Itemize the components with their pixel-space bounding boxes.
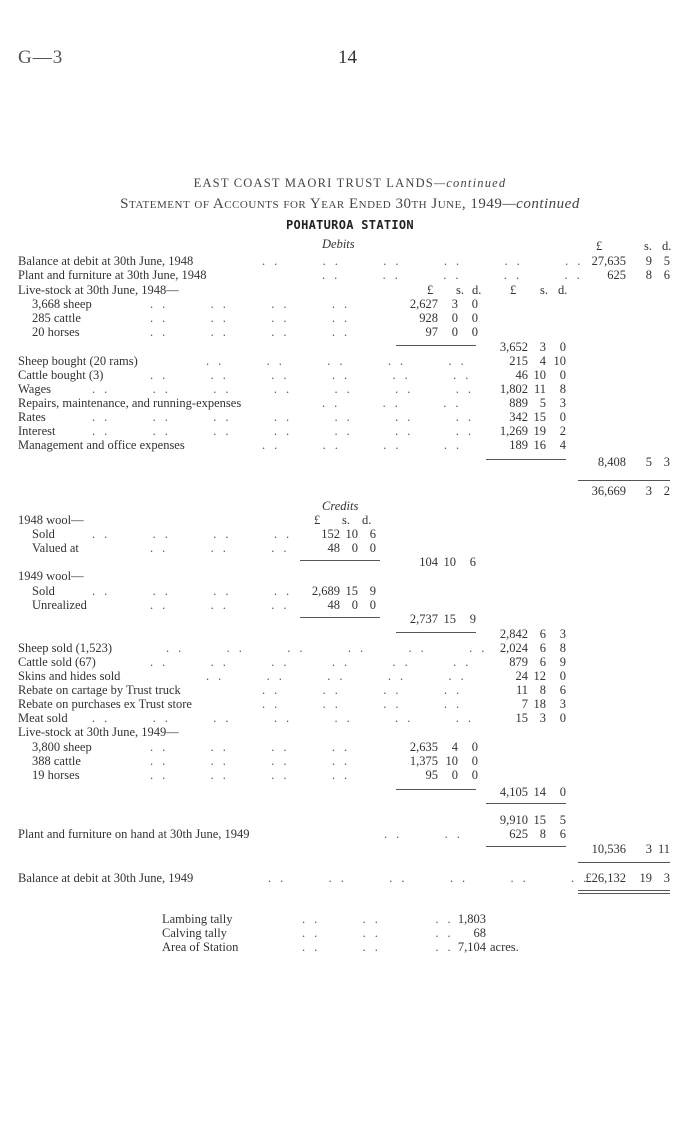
col-head-pound-outer: £ <box>596 239 603 253</box>
amount-pounds: 879 <box>509 655 528 669</box>
amount-shillings: 3 <box>539 340 546 354</box>
tally-value: 1,803 <box>457 912 486 926</box>
amount-shillings: 12 <box>533 669 546 683</box>
leader-dots: .. .. .. .. <box>150 325 357 339</box>
amount-pence: 0 <box>559 340 566 354</box>
debit-livestock-label: 20 horses <box>32 325 80 339</box>
double-rule-bottom <box>578 893 670 894</box>
subtotal-rule <box>300 617 380 618</box>
page-number: 14 <box>338 47 357 68</box>
leader-dots: .. .. .. .. <box>150 768 357 782</box>
amount-pounds: 7 <box>521 697 528 711</box>
leader-dots: .. .. .. .. .. <box>206 669 473 683</box>
col-head-s-outer: s. <box>644 239 652 253</box>
col-head-s-inner: s. <box>456 283 464 297</box>
col-head-s: s. <box>342 513 350 527</box>
leader-dots: .. .. .. .. .. .. .. <box>92 711 480 725</box>
leader-dots: .. .. .. .. <box>262 683 469 697</box>
debit-livestock-label: 285 cattle <box>32 311 81 325</box>
amount-shillings: 5 <box>645 455 652 469</box>
amount-pence: 0 <box>471 297 478 311</box>
amount-pence: 11 <box>657 842 670 856</box>
amount-shillings: 0 <box>451 325 458 339</box>
debit-item-label: Sheep bought (20 rams) <box>18 354 138 368</box>
credit-item-label: Rebate on purchases ex Trust store <box>18 697 192 711</box>
tally-label: Lambing tally <box>162 912 233 926</box>
credit-wool-label: Sold <box>32 584 55 598</box>
credit-item-label: Cattle sold (67) <box>18 655 96 669</box>
leader-dots: .. .. .. .. <box>150 740 357 754</box>
amount-shillings: 0 <box>451 768 458 782</box>
amount-pence: 0 <box>559 669 566 683</box>
amount-shillings: 10 <box>443 555 456 569</box>
amount-shillings: 0 <box>351 598 358 612</box>
title-line-2 <box>0 196 700 213</box>
credit-item-label: Sheep sold (1,523) <box>18 641 113 655</box>
amount-pence: 6 <box>469 555 476 569</box>
amount-pounds: 1,802 <box>499 382 528 396</box>
statement-title: Statement of Accounts for Year Ended 30th June, 1949 <box>120 196 503 212</box>
amount-pounds: 15 <box>515 711 528 725</box>
amount-pounds: 46 <box>515 368 528 382</box>
leader-dots: .. .. .. .. .. .. <box>262 254 590 268</box>
col-head-d: d. <box>362 513 372 527</box>
amount-pence: 0 <box>369 541 376 555</box>
amount-pence: 6 <box>559 683 566 697</box>
amount-shillings: 10 <box>533 368 546 382</box>
total-rule <box>578 480 670 481</box>
amount-pounds: 2,627 <box>409 297 438 311</box>
leader-dots: .. .. .. .. .. .. <box>268 871 596 885</box>
amount-pence: 3 <box>559 396 566 410</box>
leader-dots: .. .. .. .. <box>262 697 469 711</box>
leader-dots: .. .. .. .. .. <box>206 354 473 368</box>
amount-shillings: 3 <box>539 711 546 725</box>
amount-shillings: 11 <box>533 382 546 396</box>
subtotal-rule <box>486 803 566 804</box>
credit-wool-1949-heading: 1949 wool— <box>18 569 84 583</box>
amount-shillings: 10 <box>345 527 358 541</box>
tally-label: Area of Station <box>162 940 239 954</box>
amount-shillings: 5 <box>539 396 546 410</box>
credit-livestock-label: 19 horses <box>32 768 80 782</box>
tally-value: 7,104 <box>457 940 486 954</box>
amount-pence: 3 <box>663 455 670 469</box>
subtotal-rule <box>486 846 566 847</box>
credit-wool-1948-heading: 1948 wool— <box>18 513 84 527</box>
balance-1949-label: Balance at debit at 30th June, 1949 <box>18 871 194 885</box>
amount-pence: 9 <box>469 612 476 626</box>
amount-shillings: 14 <box>533 785 546 799</box>
col-head-d-outer: d. <box>662 239 672 253</box>
amount-pounds: 2,689 <box>311 584 340 598</box>
balance-shillings: 19 <box>639 871 652 885</box>
amount-pence: 0 <box>471 311 478 325</box>
amount-shillings: 15 <box>345 584 358 598</box>
credit-wool-label: Sold <box>32 527 55 541</box>
amount-pounds: 1,269 <box>499 424 528 438</box>
col-head-pound: £ <box>314 513 321 527</box>
amount-pounds: 11 <box>515 683 528 697</box>
amount-pounds: 48 <box>327 541 340 555</box>
amount-pounds: 104 <box>419 555 438 569</box>
col-head-pound-inner: £ <box>427 283 434 297</box>
amount-pence: 0 <box>471 768 478 782</box>
debits-heading: Debits <box>322 237 355 251</box>
col-head-pound-mid: £ <box>510 283 517 297</box>
title-main: EAST COAST MAORI TRUST LANDS <box>193 176 434 190</box>
station-name: POHATUROA STATION <box>286 218 414 232</box>
title-suffix: —continued <box>433 176 507 190</box>
amount-pounds: 189 <box>509 438 528 452</box>
amount-shillings: 3 <box>451 297 458 311</box>
amount-pounds: 2,737 <box>409 612 438 626</box>
debit-plant-1948-label: Plant and furniture at 30th June, 1948 <box>18 268 207 282</box>
amount-shillings: 4 <box>539 354 546 368</box>
subtotal-rule <box>486 459 566 460</box>
subtotal-rule <box>396 632 476 633</box>
leader-dots: .. .. .. .. .. <box>322 268 589 282</box>
debit-item-label: Repairs, maintenance, and running-expenses <box>18 396 242 410</box>
credit-item-label: Meat sold <box>18 711 68 725</box>
amount-pence: 0 <box>471 740 478 754</box>
leader-dots: .. .. .. <box>302 940 460 954</box>
debit-balance-1948-label: Balance at debit at 30th June, 1948 <box>18 254 194 268</box>
leader-dots: .. .. .. .. <box>262 438 469 452</box>
credit-item-label: Rebate on cartage by Trust truck <box>18 683 181 697</box>
amount-pence: 0 <box>471 325 478 339</box>
amount-pence: 3 <box>559 697 566 711</box>
amount-pounds: 9,910 <box>499 813 528 827</box>
total-rule <box>578 862 670 863</box>
leader-dots: .. .. .. <box>322 396 468 410</box>
amount-shillings: 15 <box>443 612 456 626</box>
amount-shillings: 3 <box>645 842 652 856</box>
amount-shillings: 4 <box>451 740 458 754</box>
balance-pence: 3 <box>663 871 670 885</box>
amount-pence: 0 <box>559 368 566 382</box>
tally-label: Calving tally <box>162 926 227 940</box>
amount-pence: 0 <box>471 754 478 768</box>
credits-heading: Credits <box>322 499 359 513</box>
amount-pounds: 2,635 <box>409 740 438 754</box>
debit-livestock-label: 3,668 sheep <box>32 297 92 311</box>
amount-pence: 5 <box>559 813 566 827</box>
amount-pence: 10 <box>553 354 566 368</box>
amount-pounds: 1,375 <box>409 754 438 768</box>
amount-shillings: 19 <box>533 424 546 438</box>
amount-pence: 3 <box>559 627 566 641</box>
double-rule-top <box>578 890 670 891</box>
debit-item-label: Management and office expenses <box>18 438 185 452</box>
amount-pence: 0 <box>559 410 566 424</box>
leader-dots: .. .. .. .. <box>92 527 299 541</box>
amount-shillings: 16 <box>533 438 546 452</box>
amount-pounds: 97 <box>425 325 438 339</box>
amount-pence: 0 <box>559 711 566 725</box>
amount-shillings: 9 <box>645 254 652 268</box>
tally-value: 68 <box>473 926 486 940</box>
amount-pence: 0 <box>559 785 566 799</box>
title-line-1 <box>0 176 700 191</box>
col-head-d-inner: d. <box>472 283 482 297</box>
credit-wool-label: Unrealized <box>32 598 87 612</box>
amount-pounds: 24 <box>515 669 528 683</box>
debit-item-label: Wages <box>18 382 52 396</box>
leader-dots: .. .. .. .. <box>92 584 299 598</box>
credit-livestock-heading: Live-stock at 30th June, 1949— <box>18 725 179 739</box>
amount-pounds: 889 <box>509 396 528 410</box>
leader-dots: .. .. .. .. <box>150 311 357 325</box>
leader-dots: .. .. .. .. <box>150 297 357 311</box>
amount-shillings: 0 <box>351 541 358 555</box>
amount-shillings: 15 <box>533 813 546 827</box>
leader-dots: .. .. .. <box>302 926 460 940</box>
credit-item-label: Skins and hides sold <box>18 669 121 683</box>
amount-shillings: 6 <box>539 655 546 669</box>
leader-dots: .. .. .. .. <box>150 754 357 768</box>
amount-pence: 0 <box>369 598 376 612</box>
amount-pounds: 342 <box>509 410 528 424</box>
statement-suffix: —continued <box>502 196 580 212</box>
amount-shillings: 8 <box>539 683 546 697</box>
amount-shillings: 8 <box>539 827 546 841</box>
amount-shillings: 3 <box>645 484 652 498</box>
amount-pence: 2 <box>559 424 566 438</box>
amount-pence: 9 <box>369 584 376 598</box>
amount-shillings: 15 <box>533 410 546 424</box>
amount-pounds: 8,408 <box>597 455 626 469</box>
amount-pounds: 2,024 <box>499 641 528 655</box>
amount-pence: 8 <box>559 382 566 396</box>
amount-shillings: 0 <box>451 311 458 325</box>
credit-livestock-label: 388 cattle <box>32 754 81 768</box>
debit-livestock-heading: Live-stock at 30th June, 1948— <box>18 283 179 297</box>
leader-dots: .. .. <box>384 827 469 841</box>
col-head-s-mid: s. <box>540 283 548 297</box>
amount-shillings: 10 <box>445 754 458 768</box>
leader-dots: .. .. .. .. .. .. <box>166 641 494 655</box>
amount-shillings: 6 <box>539 627 546 641</box>
leader-dots: .. .. .. .. .. .. <box>150 655 478 669</box>
amount-pounds: 3,652 <box>499 340 528 354</box>
amount-pence: 8 <box>559 641 566 655</box>
debit-item-label: Rates <box>18 410 46 424</box>
subtotal-rule <box>396 345 476 346</box>
tally-unit: acres. <box>490 940 519 954</box>
subtotal-rule <box>300 560 380 561</box>
leader-dots: .. .. .. <box>150 598 296 612</box>
amount-pounds: 2,842 <box>499 627 528 641</box>
leader-dots: .. .. .. <box>150 541 296 555</box>
col-head-d-mid: d. <box>558 283 568 297</box>
leader-dots: .. .. .. .. .. .. .. <box>92 410 480 424</box>
amount-pence: 4 <box>559 438 566 452</box>
credit-plant-1949-label: Plant and furniture on hand at 30th June, 1949 <box>18 827 250 841</box>
credit-wool-label: Valued at <box>32 541 79 555</box>
amount-pounds: 215 <box>509 354 528 368</box>
amount-pounds: 4,105 <box>499 785 528 799</box>
amount-pence: 6 <box>559 827 566 841</box>
amount-pounds: 48 <box>327 598 340 612</box>
balance-pounds: £26,132 <box>585 871 626 885</box>
amount-pounds: 95 <box>425 768 438 782</box>
debit-item-label: Interest <box>18 424 56 438</box>
leader-dots: .. .. .. .. .. .. .. <box>92 382 480 396</box>
amount-shillings: 8 <box>645 268 652 282</box>
credit-livestock-label: 3,800 sheep <box>32 740 92 754</box>
amount-pounds: 625 <box>607 268 626 282</box>
amount-pence: 6 <box>663 268 670 282</box>
amount-pounds: 27,635 <box>591 254 626 268</box>
leader-dots: .. .. .. <box>302 912 460 926</box>
subtotal-rule <box>396 789 476 790</box>
amount-pounds: 36,669 <box>591 484 626 498</box>
amount-pounds: 625 <box>509 827 528 841</box>
amount-shillings: 6 <box>539 641 546 655</box>
amount-pence: 6 <box>369 527 376 541</box>
page-reference: G—3 <box>18 47 64 68</box>
leader-dots: .. .. .. .. .. .. .. <box>92 424 480 438</box>
amount-pence: 9 <box>559 655 566 669</box>
amount-pounds: 152 <box>321 527 340 541</box>
amount-pence: 2 <box>663 484 670 498</box>
amount-pounds: 928 <box>419 311 438 325</box>
amount-shillings: 18 <box>533 697 546 711</box>
debit-item-label: Cattle bought (3) <box>18 368 104 382</box>
amount-pence: 5 <box>663 254 670 268</box>
leader-dots: .. .. .. .. .. .. <box>150 368 478 382</box>
amount-pounds: 10,536 <box>591 842 626 856</box>
